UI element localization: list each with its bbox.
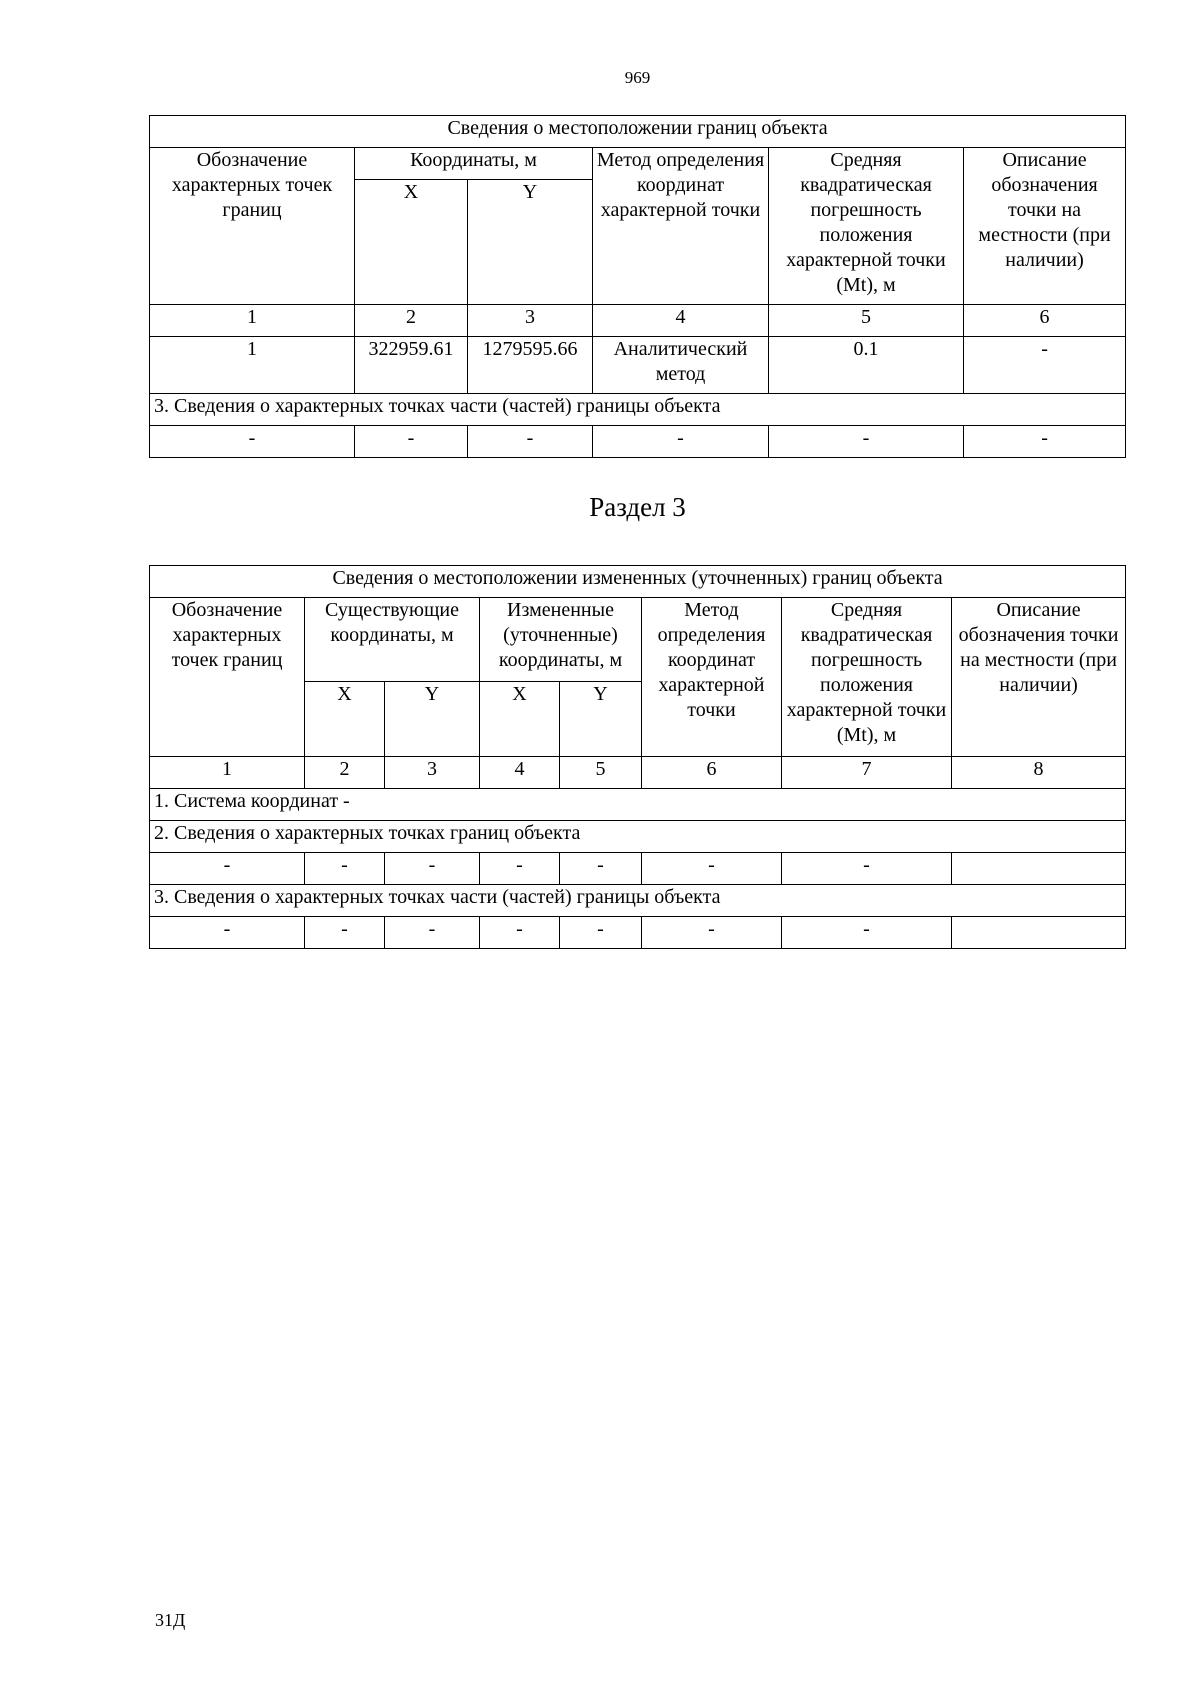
- table-cell: [952, 853, 1126, 885]
- table-title: Сведения о местоположении измененных (уточненных) границ объекта: [150, 566, 1126, 598]
- column-number: 6: [642, 757, 782, 789]
- column-number: 8: [952, 757, 1126, 789]
- cell-method: Аналитический метод: [593, 337, 769, 394]
- table-cell: -: [642, 853, 782, 885]
- table-cell: -: [150, 917, 305, 949]
- header-x: X: [480, 682, 560, 757]
- header-method: Метод определения координат характерной точки: [593, 148, 769, 305]
- column-number: 2: [305, 757, 385, 789]
- table-row: [150, 917, 1126, 949]
- section-label: 2. Сведения о характерных точках границ объекта: [150, 821, 1126, 853]
- header-x: X: [305, 682, 385, 757]
- table-row: [150, 426, 1126, 458]
- table-cell: -: [305, 853, 385, 885]
- table-cell: -: [769, 426, 964, 458]
- table-cell: -: [150, 426, 355, 458]
- header-error: Средняя квадратическая погрешность положения характерной точки (Mt), м: [782, 598, 952, 757]
- cell-x: 322959.61: [355, 337, 468, 394]
- column-number: 4: [480, 757, 560, 789]
- table-row: [150, 337, 1126, 394]
- header-description: Описание обозначения точки на местности (при наличии): [964, 148, 1126, 305]
- table-cell: -: [305, 917, 385, 949]
- cell-point: 1: [150, 337, 355, 394]
- table-cell: -: [355, 426, 468, 458]
- column-number: 2: [355, 305, 468, 337]
- header-error: Средняя квадратическая погрешность положения характерной точки (Mt), м: [769, 148, 964, 305]
- page-number: 969: [624, 68, 651, 87]
- cell-error: 0.1: [769, 337, 964, 394]
- column-number: 4: [593, 305, 769, 337]
- table-cell: [952, 917, 1126, 949]
- header-method: Метод определения координат характерной точки: [642, 598, 782, 757]
- table-cell: -: [964, 426, 1126, 458]
- header-designation: Обозначение характерных точек границ: [150, 148, 355, 305]
- table-title: Сведения о местоположении границ объекта: [150, 116, 1126, 148]
- column-number: 3: [468, 305, 593, 337]
- section-label: 3. Сведения о характерных точках части (частей) границы объекта: [150, 394, 1126, 426]
- table-cell: -: [782, 917, 952, 949]
- column-number: 5: [560, 757, 642, 789]
- header-y: Y: [385, 682, 480, 757]
- coordinate-system-label: 1. Система координат -: [150, 789, 1126, 821]
- table-cell: -: [782, 853, 952, 885]
- changed-boundary-table: [149, 565, 1126, 949]
- header-y: Y: [560, 682, 642, 757]
- table-cell: -: [385, 853, 480, 885]
- header-y: Y: [468, 180, 593, 305]
- column-number: 1: [150, 757, 305, 789]
- cell-description: -: [964, 337, 1126, 394]
- boundary-location-table: [149, 115, 1126, 458]
- column-number: 5: [769, 305, 964, 337]
- table-cell: -: [593, 426, 769, 458]
- section-heading: Раздел 3: [589, 492, 686, 522]
- footer-code: 31Д: [155, 1610, 186, 1630]
- header-designation: Обозначение характерных точек границ: [150, 598, 305, 757]
- table-cell: -: [480, 917, 560, 949]
- table-cell: -: [480, 853, 560, 885]
- header-description: Описание обозначения точки на местности (при наличии): [952, 598, 1126, 757]
- column-number: 3: [385, 757, 480, 789]
- table-cell: -: [468, 426, 593, 458]
- section-label: 3. Сведения о характерных точках части (частей) границы объекта: [150, 885, 1126, 917]
- column-number: 7: [782, 757, 952, 789]
- table-row: [150, 853, 1126, 885]
- column-number: 6: [964, 305, 1126, 337]
- cell-y: 1279595.66: [468, 337, 593, 394]
- header-existing-coordinates: Существующие координаты, м: [305, 598, 480, 682]
- header-changed-coordinates: Измененные (уточненные) координаты, м: [480, 598, 642, 682]
- column-number: 1: [150, 305, 355, 337]
- table-cell: -: [560, 917, 642, 949]
- table-cell: -: [560, 853, 642, 885]
- table-cell: -: [642, 917, 782, 949]
- header-x: X: [355, 180, 468, 305]
- table-cell: -: [385, 917, 480, 949]
- header-coordinates: Координаты, м: [355, 148, 593, 180]
- table-cell: -: [150, 853, 305, 885]
